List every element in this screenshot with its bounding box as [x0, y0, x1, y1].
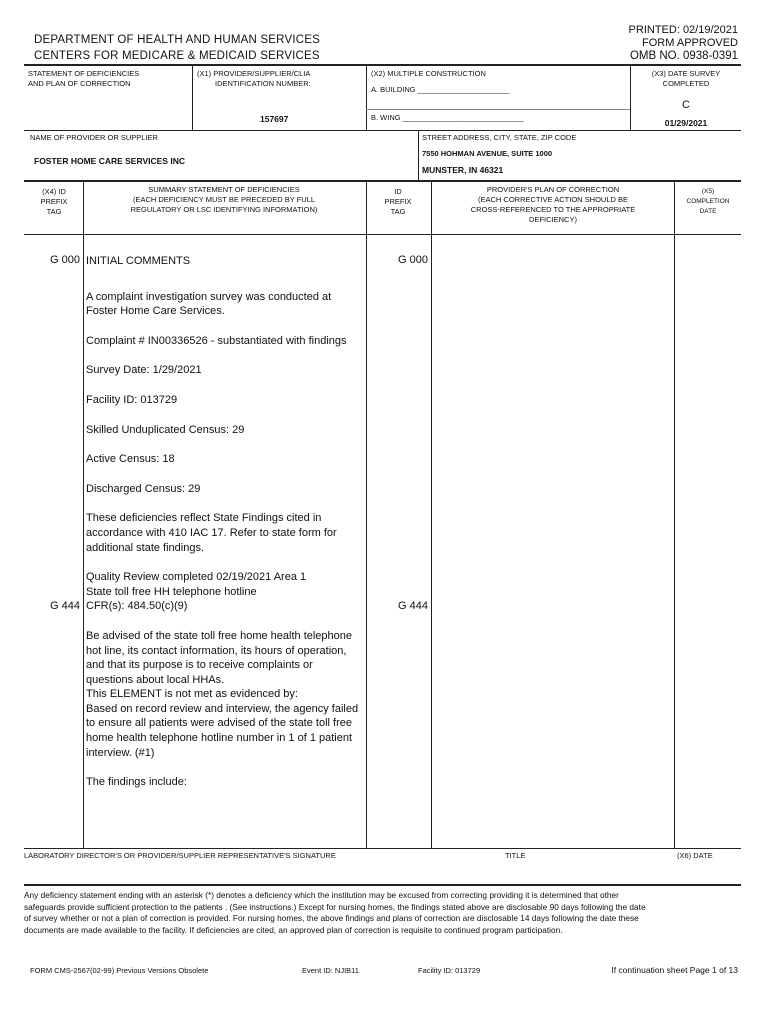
divider — [24, 234, 741, 235]
tag-g444-right: G 444 — [398, 600, 428, 612]
printed-date: PRINTED: 02/19/2021 — [628, 24, 738, 36]
form-approved: FORM APPROVED — [642, 37, 738, 49]
provider-name-label: NAME OF PROVIDER OR SUPPLIER — [30, 133, 158, 142]
x3-label: (X3) DATE SURVEY COMPLETED — [651, 69, 721, 88]
provider-name: FOSTER HOME CARE SERVICES INC — [34, 156, 185, 166]
survey-code: C — [682, 99, 690, 111]
signature-date-label: (X6) DATE — [677, 851, 713, 860]
column-divider — [674, 182, 675, 848]
paragraph: Discharged Census: 29 — [86, 482, 201, 495]
paragraph — [86, 570, 362, 614]
tag-g444-left: G 444 — [50, 600, 80, 612]
column-divider — [431, 182, 432, 848]
paragraph: Be advised of the state toll free home health telephone hot line, its contact information, its hours of operation, and that its purpose is to receive complaints or questions about local HHAs. — [86, 629, 353, 686]
page-number: If continuation sheet Page 1 of 13 — [611, 965, 738, 975]
event-id: Event ID: NJIB11 — [302, 966, 359, 975]
deficiency-title: State toll free HH telephone hotline — [86, 585, 257, 598]
top-border — [24, 64, 741, 66]
id-header: ID PREFIX TAG — [384, 187, 412, 216]
form-number: FORM CMS-2567(02-99) Previous Versions Obsolete — [30, 966, 209, 975]
address-street: 7550 HOHMAN AVENUE, SUITE 1000 — [422, 149, 553, 158]
quality-review-line: Quality Review completed 02/19/2021 Area 1 — [86, 571, 307, 584]
divider — [366, 65, 367, 130]
cfr-reference: CFR(s): 484.50(c)(9) — [86, 600, 188, 613]
paragraph: This ELEMENT is not met as evidenced by: — [86, 688, 298, 701]
paragraph: Based on record review and interview, the agency failed to ensure all patients were advised of the state toll free home health telephone hotline number in 1 of 1 patient interview. (#1) — [86, 702, 359, 759]
divider — [24, 848, 741, 849]
department-title: DEPARTMENT OF HEALTH AND HUMAN SERVICES — [34, 34, 320, 46]
paragraph: Skilled Unduplicated Census: 29 — [86, 423, 245, 436]
divider — [366, 109, 630, 110]
wing-field: B. WING _____________________________ — [371, 113, 524, 122]
paragraph: Complaint # IN00336526 - substantiated with findings — [86, 334, 347, 347]
building-field: A. BUILDING ______________________ — [371, 85, 510, 94]
divider — [192, 65, 193, 130]
address-label: STREET ADDRESS, CITY, STATE, ZIP CODE — [422, 133, 577, 142]
x5-header: (X5) COMPLETION DATE — [686, 188, 730, 215]
paragraph: Active Census: 18 — [86, 453, 175, 466]
signature-label: LABORATORY DIRECTOR'S OR PROVIDER/SUPPLIER REPRESENTATIVE'S SIGNATURE — [24, 851, 336, 860]
provider-id-number: 157697 — [260, 114, 289, 124]
tag-g000-right: G 000 — [398, 254, 428, 266]
x1-label: (X1) PROVIDER/SUPPLIER/CLIA IDENTIFICATION NUMBER: — [197, 69, 311, 88]
agency-title: CENTERS FOR MEDICARE & MEDICAID SERVICES — [34, 50, 320, 62]
plan-header: PROVIDER'S PLAN OF CORRECTION (EACH CORRECTIVE ACTION SHOULD BE CROSS-REFERENCED TO THE APPROPRIATE DEFICIENCY) — [470, 185, 636, 224]
divider — [24, 884, 741, 886]
paragraph: Survey Date: 1/29/2021 — [86, 364, 202, 377]
disclosure-footnote: Any deficiency statement ending with an asterisk (*) denotes a deficiency which the institution may be excused from correcting providing it is determined that other safeguards provide sufficient protection to the patients . (See instructions.) Except for nursing homes, the findings stated above are disclosable 90 days following the date of survey whether or not a plan of correction is provided. For nursing homes, the above findings and plans of correction are disclosable 14 days following the date these documents are made available to the facility. If deficiencies are cited, an approved plan of correction is requisite to continued program participation. — [24, 890, 646, 936]
summary-header: SUMMARY STATEMENT OF DEFICIENCIES (EACH DEFICIENCY MUST BE PRECEDED BY FULL REGULATORY OR LSC IDENTIFYING INFORMATION) — [130, 185, 318, 214]
paragraph: The findings include: — [86, 776, 187, 789]
facility-id: Facility ID: 013729 — [418, 966, 481, 975]
initial-comments-heading: INITIAL COMMENTS — [86, 255, 191, 267]
divider — [418, 131, 419, 181]
survey-completed-date: 01/29/2021 — [664, 118, 708, 128]
paragraph: A complaint investigation survey was conducted at Foster Home Care Services. — [86, 290, 332, 318]
title-label: TITLE — [505, 851, 526, 860]
statement-label: STATEMENT OF DEFICIENCIES AND PLAN OF CORRECTION — [28, 69, 140, 88]
divider — [24, 130, 741, 131]
tag-g000-left: G 000 — [50, 254, 80, 266]
x2-label: (X2) MULTIPLE CONSTRUCTION — [371, 69, 486, 78]
column-divider — [83, 182, 84, 848]
paragraph: These deficiencies reflect State Findings cited in accordance with 410 IAC 17. Refer to state form for additional state findings. — [86, 512, 337, 554]
address-city: MUNSTER, IN 46321 — [422, 165, 504, 175]
paragraph: Facility ID: 013729 — [86, 393, 178, 406]
divider — [24, 180, 741, 182]
omb-number: OMB NO. 0938-0391 — [629, 50, 738, 62]
x4-header: (X4) ID PREFIX TAG — [40, 187, 68, 216]
deficiency-text — [86, 254, 362, 805]
column-divider — [366, 182, 367, 848]
